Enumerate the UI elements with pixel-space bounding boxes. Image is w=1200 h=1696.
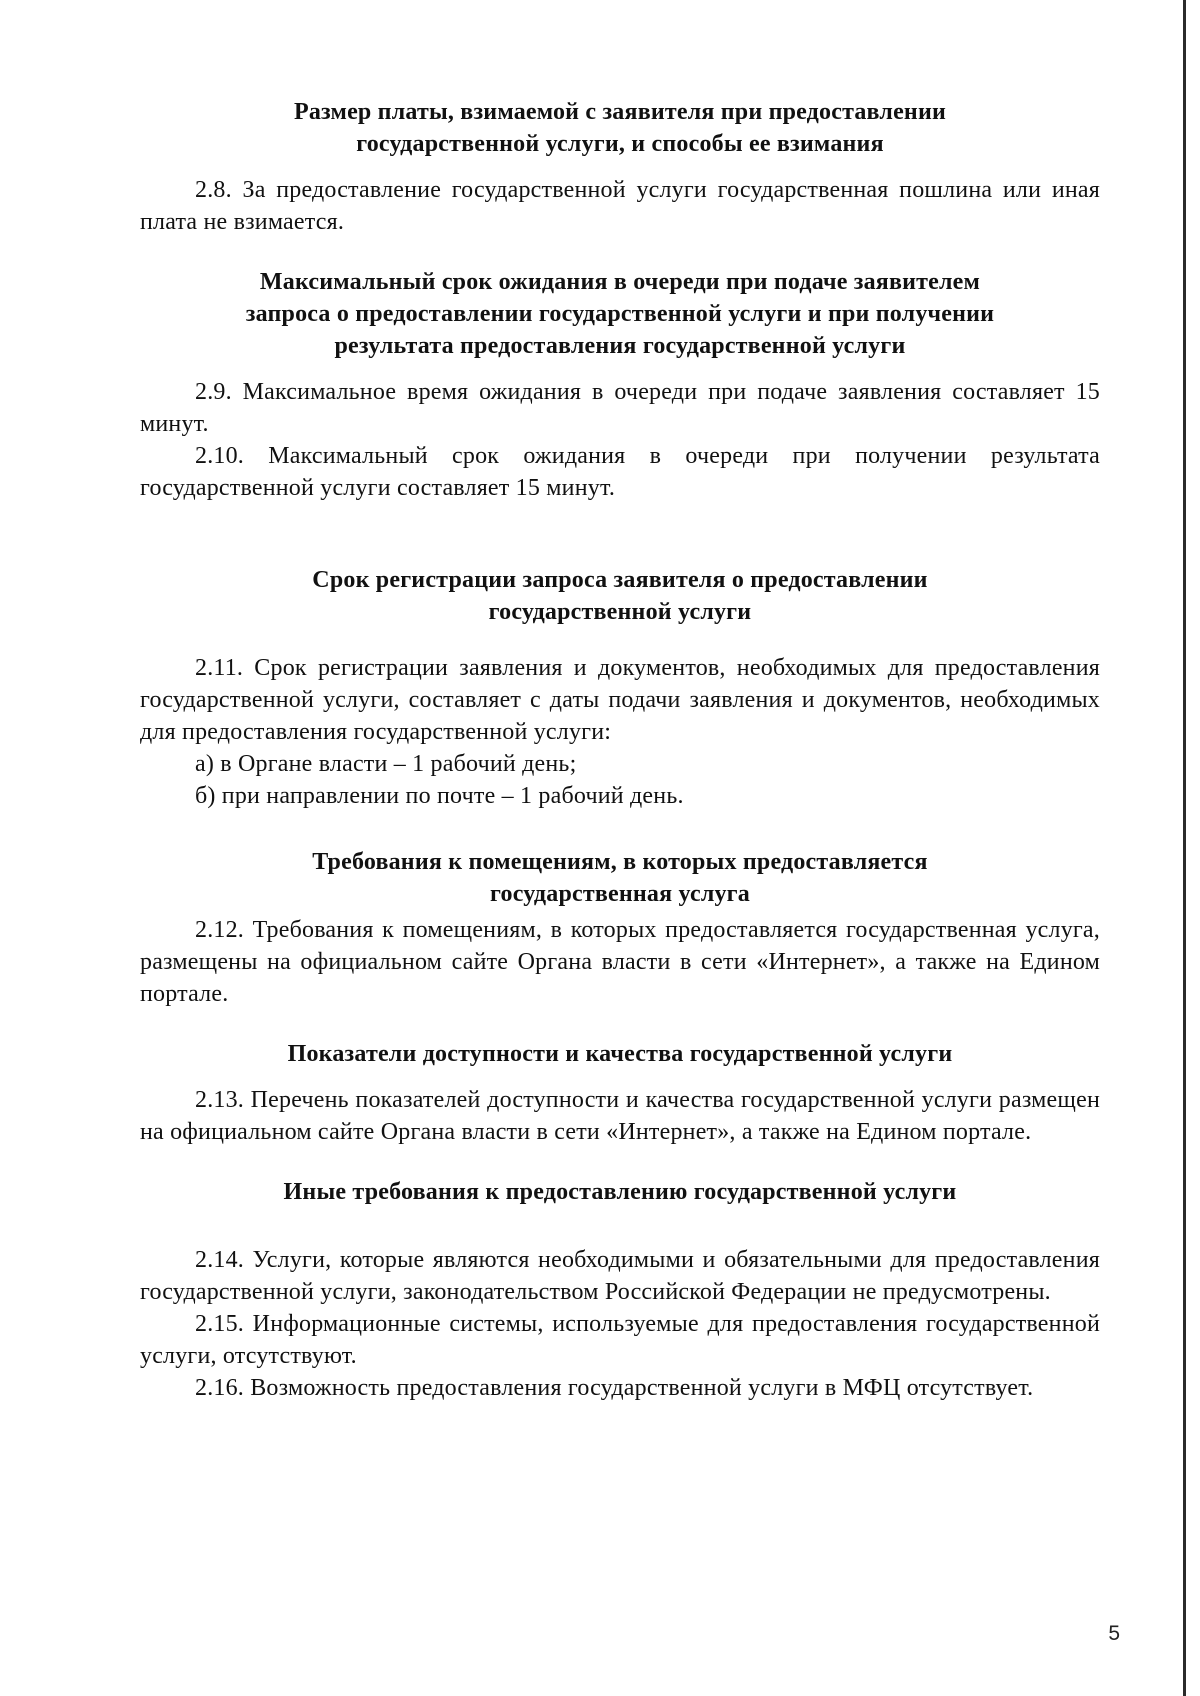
heading-quality xyxy=(140,1038,1100,1070)
heading-queue-line-2: запроса о предоставлении государственной услуги и при получении xyxy=(245,301,995,327)
heading-premises-line-2: государственная услуга xyxy=(490,881,750,907)
paragraph-2-15: 2.15. Информационные системы, используемые для предоставления государственной услуги, отсутствуют. xyxy=(140,1311,1100,1369)
page-number: 5 xyxy=(1108,1622,1120,1645)
list-item-a: а) в Органе власти – 1 рабочий день; xyxy=(195,751,577,777)
paragraph-2-10: 2.10. Максимальный срок ожидания в очереди при получении результата государственной услуги составляет 15 минут. xyxy=(140,443,1100,501)
document-content xyxy=(140,96,1100,1404)
heading-registration-line-2: государственной услуги xyxy=(488,599,752,625)
paragraph-2-13: 2.13. Перечень показателей доступности и качества государственной услуги размещен на официальном сайте Органа власти в сети «Интернет», а также на Едином портале. xyxy=(140,1087,1100,1145)
paragraph-2-12: 2.12. Требования к помещениям, в которых предоставляется государственная услуга, размещены на официальном сайте Органа власти в сети «Интернет», а также на Едином портале. xyxy=(140,917,1100,1007)
heading-queue xyxy=(140,266,1100,362)
heading-other xyxy=(140,1176,1100,1208)
scan-edge-line xyxy=(1183,0,1186,1696)
paragraph-2-14: 2.14. Услуги, которые являются необходимыми и обязательными для предоставления государственной услуги, законодательством Российской Федерации не предусмотрены. xyxy=(140,1247,1100,1305)
heading-other-line-1: Иные требования к предоставлению государственной услуги xyxy=(283,1179,957,1205)
heading-queue-line-3: результата предоставления государственной услуги xyxy=(334,333,906,359)
paragraph-2-16: 2.16. Возможность предоставления государственной услуги в МФЦ отсутствует. xyxy=(195,1375,1034,1401)
heading-fee xyxy=(140,96,1100,160)
heading-fee-line-2: государственной услуги, и способы ее взимания xyxy=(356,131,884,157)
heading-quality-line-1: Показатели доступности и качества государственной услуги xyxy=(287,1041,953,1067)
heading-premises xyxy=(140,846,1100,910)
heading-queue-line-1: Максимальный срок ожидания в очереди при подаче заявителем xyxy=(259,269,981,295)
heading-premises-line-1: Требования к помещениям, в которых предоставляется xyxy=(312,849,928,875)
paragraph-2-9: 2.9. Максимальное время ожидания в очереди при подаче заявления составляет 15 минут. xyxy=(140,379,1100,437)
list-item-b: б) при направлении по почте – 1 рабочий день. xyxy=(195,783,684,809)
heading-registration xyxy=(140,564,1100,628)
heading-fee-line-1: Размер платы, взимаемой с заявителя при предоставлении xyxy=(293,99,947,125)
paragraph-2-8: 2.8. За предоставление государственной услуги государственная пошлина или иная плата не взимается. xyxy=(140,177,1100,235)
heading-registration-line-1: Срок регистрации запроса заявителя о предоставлении xyxy=(312,567,928,593)
paragraph-2-11: 2.11. Срок регистрации заявления и документов, необходимых для предоставления государственной услуги, составляет с даты подачи заявления и документов, необходимых для предоставления государственной услуги: xyxy=(140,655,1100,745)
